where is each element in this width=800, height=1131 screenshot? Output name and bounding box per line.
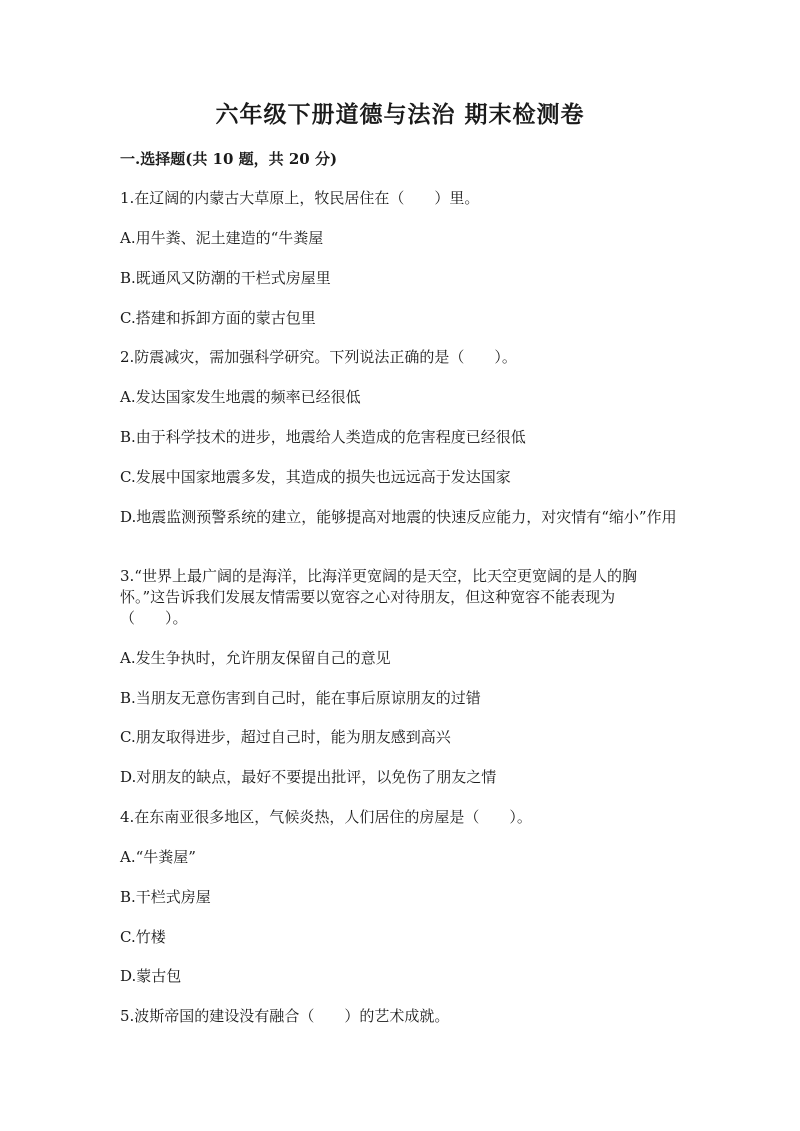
- question-1-stem: 1.在辽阔的内蒙古大草原上，牧民居住在（ ）里。: [120, 189, 480, 207]
- question-2-option-c: C.发展中国家地震多发，其造成的损失也远远高于发达国家: [120, 468, 511, 486]
- question-5-stem: 5.波斯帝国的建设没有融合（ ）的艺术成就。: [120, 1007, 450, 1025]
- question-3-option-c: C.朋友取得进步，超过自己时，能为朋友感到高兴: [120, 728, 451, 746]
- question-3-option-d: D.对朋友的缺点，最好不要提出批评，以免伤了朋友之情: [120, 768, 497, 786]
- question-4-option-a: A.“牛粪屋”: [120, 848, 196, 866]
- question-2-option-b: B.由于科学技术的进步，地震给人类造成的危害程度已经很低: [120, 428, 526, 446]
- question-3-option-b: B.当朋友无意伤害到自己时，能在事后原谅朋友的过错: [120, 689, 481, 707]
- question-2-stem: 2.防震减灾，需加强科学研究。下列说法正确的是（ ）。: [120, 348, 517, 366]
- question-4-stem: 4.在东南亚很多地区，气候炎热，人们居住的房屋是（ ）。: [120, 808, 532, 826]
- question-1-option-c: C.搭建和拆卸方面的蒙古包里: [120, 309, 316, 327]
- question-2-option-a: A.发达国家发生地震的频率已经很低: [120, 388, 361, 406]
- page-title: 六年级下册道德与法治 期末检测卷: [215, 101, 585, 128]
- question-4-option-d: D.蒙古包: [120, 967, 182, 985]
- question-1-option-b: B.既通风又防潮的干栏式房屋里: [120, 269, 331, 287]
- question-3-stem: 3.“世界上最广阔的是海洋，比海洋更宽阔的是天空，比天空更宽阔的是人的胸怀。”这告诉我们发展友情需要以宽容之心对待朋友，但这种宽容不能表现为（ ）。: [120, 567, 637, 627]
- question-1-option-a: A.用牛粪、泥土建造的“牛粪屋: [120, 229, 324, 247]
- question-4-option-b: B.干栏式房屋: [120, 888, 211, 906]
- section-heading: 一.选择题(共 10 题，共 20 分): [120, 150, 338, 168]
- question-2-option-d: D.地震监测预警系统的建立，能够提高对地震的快速反应能力，对灾情有“缩小”作用: [120, 508, 677, 526]
- question-3-option-a: A.发生争执时，允许朋友保留自己的意见: [120, 649, 391, 667]
- question-4-option-c: C.竹楼: [120, 928, 166, 946]
